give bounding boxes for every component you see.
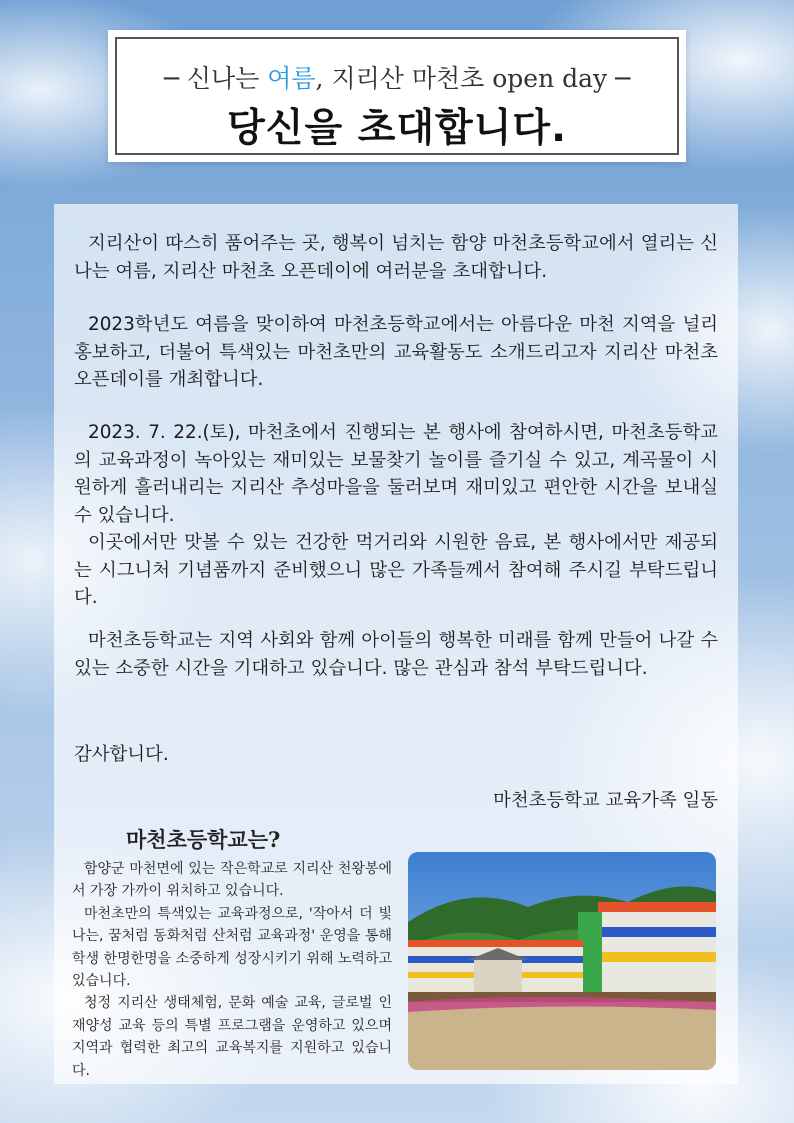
subtitle-prefix: ─ 신나는 (163, 64, 268, 93)
paragraph-purpose (74, 311, 718, 394)
about-text-1: 함양군 마천면에 있는 작은학교로 지리산 천왕봉에서 가장 가까이 위치하고 있습니다. (72, 861, 392, 900)
about-text (72, 858, 392, 1082)
paragraph-2-text: 2023학년도 여름을 맞이하여 마천초등학교에서는 아름다운 마천 지역을 널리 홍보하고, 더불어 특색있는 마천초만의 교육활동도 소개드리고자 지리산 마천초 오픈데이를 개최합니다. (74, 314, 718, 390)
subtitle (111, 59, 683, 95)
subtitle-suffix: , 지리산 마천초 open day ─ (315, 64, 631, 93)
paragraph-intro (74, 230, 718, 285)
title-box (108, 30, 686, 162)
paragraph-event (74, 419, 718, 612)
school-photo (408, 852, 716, 1070)
subtitle-highlight: 여름 (267, 64, 316, 93)
paragraph-closing (74, 627, 718, 682)
signature: 마천초등학교 교육가족 일동 (493, 790, 718, 811)
paragraph-4-text: 마천초등학교는 지역 사회와 함께 아이들의 행복한 미래를 함께 만들어 나갈 수 있는 소중한 시간을 기대하고 있습니다. 많은 관심과 참석 부탁드립니다. (74, 630, 718, 679)
paragraph-1-text: 지리산이 따스히 품어주는 곳, 행복이 넘치는 함양 마천초등학교에서 열리는 신나는 여름, 지리산 마천초 오픈데이에 여러분을 초대합니다. (74, 233, 718, 282)
school-building-icon (408, 852, 716, 1070)
about-text-3: 청정 지리산 생태체험, 문화 예술 교육, 글로벌 인재양성 교육 등의 특별 프로그램을 운영하고 있으며 지역과 협력한 최고의 교육복지를 지원하고 있습니다. (72, 995, 392, 1079)
paragraph-3b-text: 이곳에서만 맛볼 수 있는 건강한 먹거리와 시원한 음료, 본 행사에서만 제공되는 시그니처 기념품까지 준비했으니 많은 가족들께서 참여해 주시길 부탁드립니다. (74, 532, 718, 608)
about-text-2: 마천초만의 특색있는 교육과정으로, '작아서 더 빛나는, 꿈처럼 동화처럼 산처럼 교육과정' 운영을 통해 학생 한명한명을 소중하게 성장시키기 위해 노력하고 있습니다. (72, 905, 392, 990)
closing-thanks: 감사합니다. (74, 744, 169, 765)
about-title: 마천초등학교는? (126, 827, 281, 852)
invitation-panel (54, 204, 738, 1084)
paragraph-3a-text: 2023. 7. 22.(토), 마천초에서 진행되는 본 행사에 참여하시면, 마천초등학교의 교육과정이 녹아있는 재미있는 보물찾기 놀이를 즐기실 수 있고, 계곡물이 시원하게 흘러내리는 지리산 추성마을을 둘러보며 재미있고 편안한 시간을 보내실 수 있습니다. (74, 422, 718, 526)
page-title: 당신을 초대합니다. (227, 106, 567, 151)
